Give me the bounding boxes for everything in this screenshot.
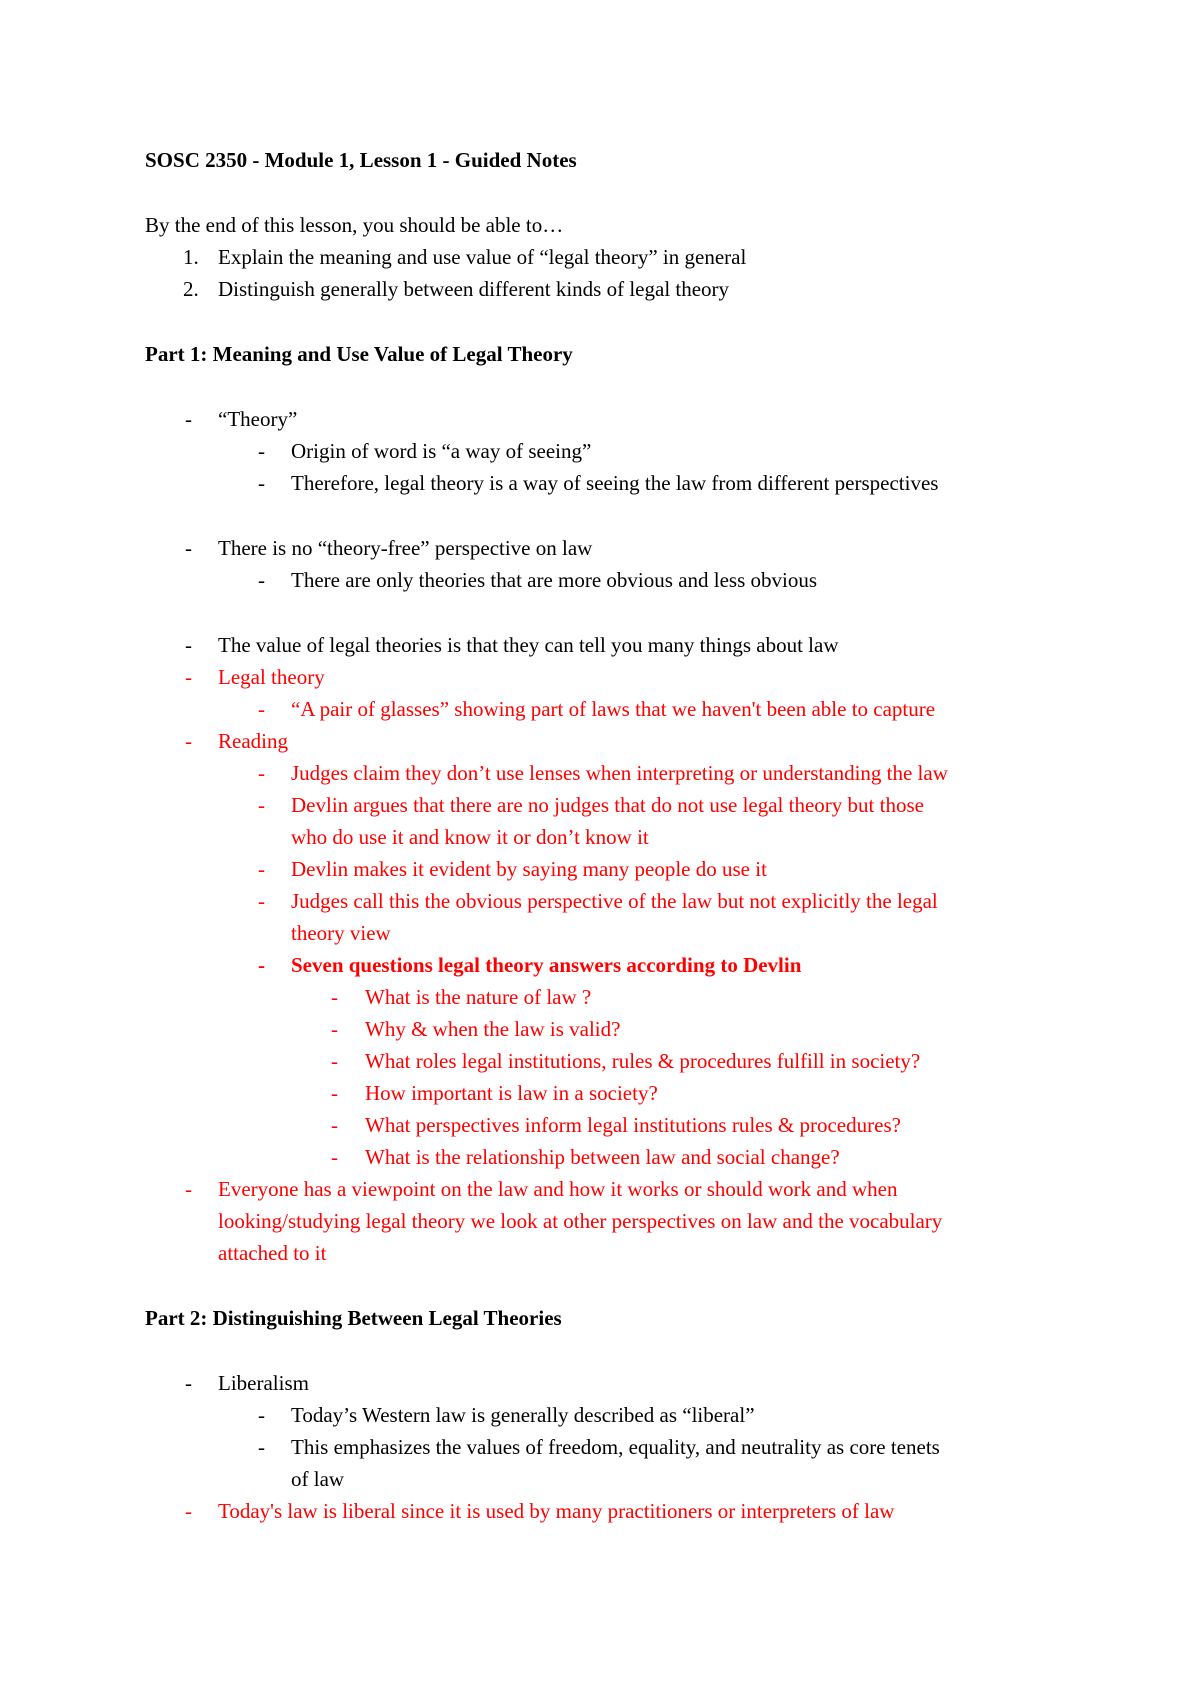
intro-text: By the end of this lesson, you should be able to… — [145, 213, 564, 237]
list-item — [0, 693, 1200, 725]
bullet-dash: - — [331, 1113, 338, 1137]
bullet-dash: - — [258, 471, 265, 495]
list-item-continued — [0, 1205, 1200, 1237]
list-item-continued — [0, 917, 1200, 949]
question-item — [0, 1109, 1200, 1141]
list-number: 1. — [183, 245, 199, 269]
list-item — [0, 1431, 1200, 1463]
list-item — [0, 853, 1200, 885]
note-text: Today's law is liberal since it is used by many practitioners or interpreters of law — [218, 1499, 895, 1523]
objective-text: Explain the meaning and use value of “legal theory” in general — [218, 245, 747, 269]
list-item — [0, 1495, 1200, 1527]
bullet-dash: - — [185, 1499, 192, 1523]
note-text: Origin of word is “a way of seeing” — [291, 439, 592, 463]
bullet-dash: - — [331, 1049, 338, 1073]
bullet-dash: - — [258, 761, 265, 785]
list-item — [0, 885, 1200, 917]
list-item — [0, 1367, 1200, 1399]
bullet-dash: - — [258, 697, 265, 721]
question-item — [0, 1045, 1200, 1077]
question-item — [0, 1077, 1200, 1109]
list-item — [0, 661, 1200, 693]
list-item — [0, 532, 1200, 564]
bullet-dash: - — [258, 793, 265, 817]
bullet-dash: - — [331, 1081, 338, 1105]
objective-item — [0, 241, 1200, 273]
note-text: “A pair of glasses” showing part of laws that we haven't been able to capture — [291, 697, 936, 721]
bullet-dash: - — [258, 1403, 265, 1427]
bullet-dash: - — [185, 633, 192, 657]
note-text: The value of legal theories is that they can tell you many things about law — [218, 633, 839, 657]
note-text: of law — [291, 1467, 345, 1491]
bullet-dash: - — [185, 665, 192, 689]
note-text: attached to it — [218, 1241, 327, 1265]
list-item-continued — [0, 1237, 1200, 1269]
list-item — [0, 949, 1200, 981]
note-text: Therefore, legal theory is a way of seeing the law from different perspectives — [291, 471, 939, 495]
note-text: There is no “theory-free” perspective on law — [218, 536, 593, 560]
note-text: Judges claim they don’t use lenses when interpreting or understanding the law — [291, 761, 948, 785]
bullet-dash: - — [258, 568, 265, 592]
note-text: Devlin argues that there are no judges that do not use legal theory but those — [291, 793, 924, 817]
note-text: “Theory” — [218, 407, 298, 431]
list-item — [0, 757, 1200, 789]
question-item — [0, 981, 1200, 1013]
bullet-dash: - — [258, 857, 265, 881]
list-item-continued — [0, 821, 1200, 853]
note-text: Everyone has a viewpoint on the law and how it works or should work and when — [218, 1177, 898, 1201]
note-text: who do use it and know it or don’t know it — [291, 825, 649, 849]
bullet-dash: - — [185, 729, 192, 753]
question-text: What is the relationship between law and social change? — [365, 1145, 840, 1169]
list-item — [0, 725, 1200, 757]
bullet-dash: - — [185, 407, 192, 431]
bullet-dash: - — [331, 1145, 338, 1169]
list-item — [0, 789, 1200, 821]
list-item — [0, 1173, 1200, 1205]
note-text: theory view — [291, 921, 391, 945]
bullet-dash: - — [258, 439, 265, 463]
list-item — [0, 403, 1200, 435]
bullet-dash: - — [185, 536, 192, 560]
note-text: Seven questions legal theory answers according to Devlin — [291, 953, 802, 977]
list-item — [0, 564, 1200, 596]
list-item — [0, 435, 1200, 467]
bullet-dash: - — [331, 985, 338, 1009]
bullet-dash: - — [258, 953, 265, 977]
list-item — [0, 629, 1200, 661]
bullet-dash: - — [258, 889, 265, 913]
list-item — [0, 467, 1200, 499]
question-text: How important is law in a society? — [365, 1081, 658, 1105]
note-text: Today’s Western law is generally described as “liberal” — [291, 1403, 755, 1427]
note-text: Reading — [218, 729, 288, 753]
question-item — [0, 1013, 1200, 1045]
note-text: Legal theory — [218, 665, 325, 689]
bullet-dash: - — [185, 1371, 192, 1395]
list-item — [0, 1399, 1200, 1431]
question-text: What perspectives inform legal institutions rules & procedures? — [365, 1113, 901, 1137]
doc-title: SOSC 2350 - Module 1, Lesson 1 - Guided Notes — [145, 148, 577, 172]
bullet-dash: - — [258, 1435, 265, 1459]
question-item — [0, 1141, 1200, 1173]
bullet-dash: - — [331, 1017, 338, 1041]
part2-heading: Part 2: Distinguishing Between Legal Theories — [145, 1306, 562, 1330]
question-text: What roles legal institutions, rules & procedures fulfill in society? — [365, 1049, 921, 1073]
objective-item — [0, 273, 1200, 305]
note-text: This emphasizes the values of freedom, equality, and neutrality as core tenets — [291, 1435, 940, 1459]
note-text: Devlin makes it evident by saying many people do use it — [291, 857, 767, 881]
note-text: Judges call this the obvious perspective of the law but not explicitly the legal — [291, 889, 938, 913]
bullet-dash: - — [185, 1177, 192, 1201]
question-text: Why & when the law is valid? — [365, 1017, 621, 1041]
doc-title-line — [0, 144, 1200, 176]
note-text: There are only theories that are more obvious and less obvious — [291, 568, 818, 592]
intro-line — [0, 209, 1200, 241]
part2-heading-line — [0, 1302, 1200, 1334]
part1-heading-line — [0, 338, 1200, 370]
list-item-continued — [0, 1463, 1200, 1495]
objective-text: Distinguish generally between different kinds of legal theory — [218, 277, 730, 301]
note-text: Liberalism — [218, 1371, 309, 1395]
question-text: What is the nature of law ? — [365, 985, 592, 1009]
part1-heading: Part 1: Meaning and Use Value of Legal Theory — [145, 342, 573, 366]
list-number: 2. — [183, 277, 199, 301]
note-text: looking/studying legal theory we look at other perspectives on law and the vocabulary — [218, 1209, 943, 1233]
